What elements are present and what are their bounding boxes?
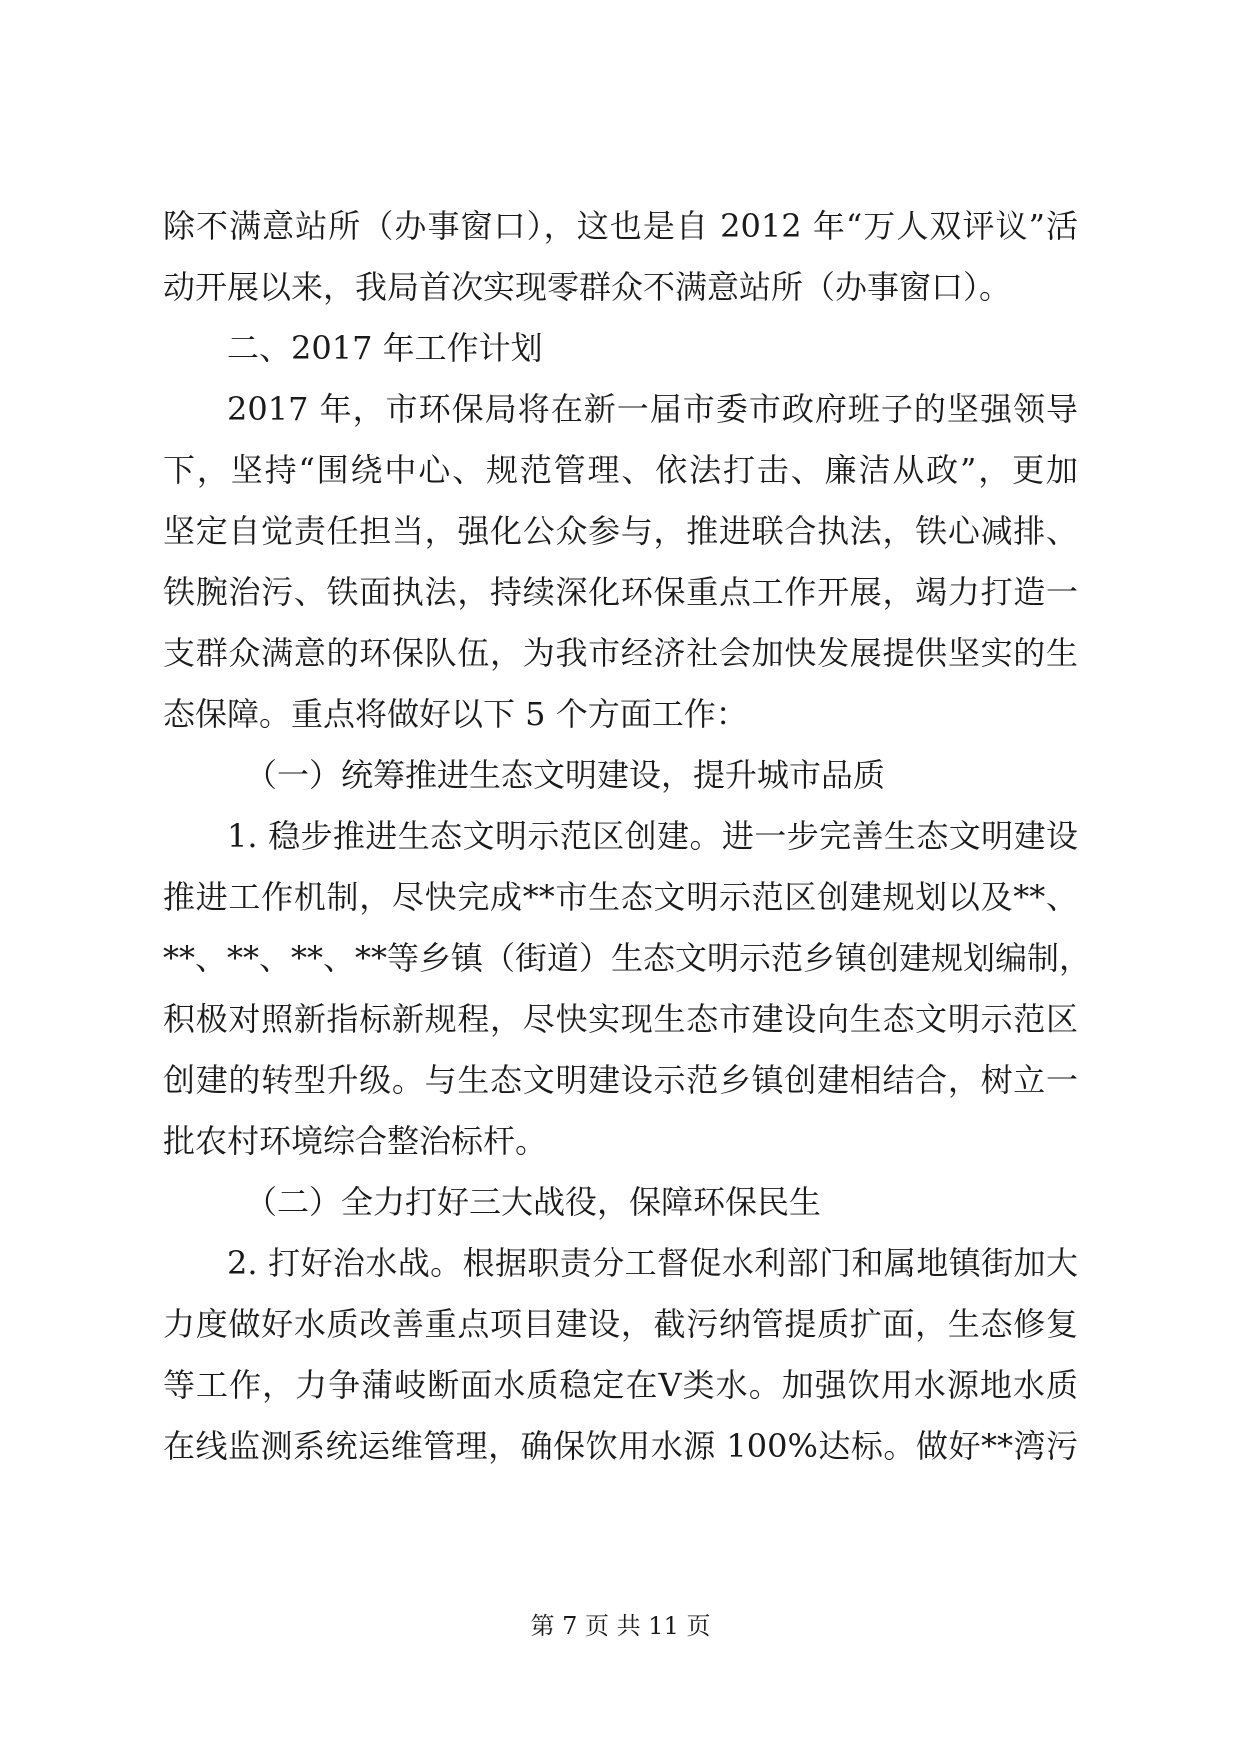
- paragraph-line: 批农村环境综合整治标杆。: [163, 1122, 548, 1160]
- subsection-heading: （一）统筹推进生态文明建设，提升城市品质: [245, 756, 886, 794]
- paragraph-line: 支群众满意的环保队伍，为我市经济社会加快发展提供坚实的生: [163, 634, 1078, 672]
- page-number-footer: 第 7 页 共 11 页: [530, 1612, 711, 1640]
- paragraph-line: 在线监测系统运维管理，确保饮用水源 100%达标。做好**湾污: [163, 1427, 1078, 1465]
- paragraph-line: 1. 稳步推进生态文明示范区创建。进一步完善生态文明建设: [227, 817, 1078, 855]
- paragraph-line: 动开展以来，我局首次实现零群众不满意站所（办事窗口）。: [163, 268, 1012, 306]
- paragraph-line: 下，坚持“围绕中心、规范管理、依法打击、廉洁从政”，更加: [163, 451, 1078, 489]
- paragraph-line: 坚定自觉责任担当，强化公众参与，推进联合执法，铁心减排、: [163, 512, 1078, 550]
- paragraph-line: 积极对照新指标新规程，尽快实现生态市建设向生态文明示范区: [163, 1000, 1078, 1038]
- paragraph-line: 除不满意站所（办事窗口），这也是自 2012 年“万人双评议”活: [163, 207, 1078, 245]
- paragraph-line: 态保障。重点将做好以下 5 个方面工作：: [163, 695, 748, 733]
- section-heading: 二、2017 年工作计划: [227, 329, 543, 367]
- paragraph-line: 创建的转型升级。与生态文明建设示范乡镇创建相结合，树立一: [163, 1061, 1078, 1099]
- subsection-heading: （二）全力打好三大战役，保障环保民生: [245, 1183, 822, 1221]
- paragraph-line: 铁腕治污、铁面执法，持续深化环保重点工作开展，竭力打造一: [163, 573, 1078, 611]
- paragraph-line: 2. 打好治水战。根据职责分工督促水利部门和属地镇街加大: [227, 1244, 1078, 1282]
- paragraph-line: **、**、**、**等乡镇（街道）生态文明示范乡镇创建规划编制，: [163, 939, 1092, 977]
- paragraph-line: 等工作，力争蒲岐断面水质稳定在Ⅴ类水。加强饮用水源地水质: [163, 1366, 1078, 1404]
- paragraph-line: 2017 年，市环保局将在新一届市委市政府班子的坚强领导: [227, 390, 1078, 428]
- paragraph-line: 推进工作机制，尽快完成**市生态文明示范区创建规划以及**、: [163, 878, 1078, 916]
- paragraph-line: 力度做好水质改善重点项目建设，截污纳管提质扩面，生态修复: [163, 1305, 1078, 1343]
